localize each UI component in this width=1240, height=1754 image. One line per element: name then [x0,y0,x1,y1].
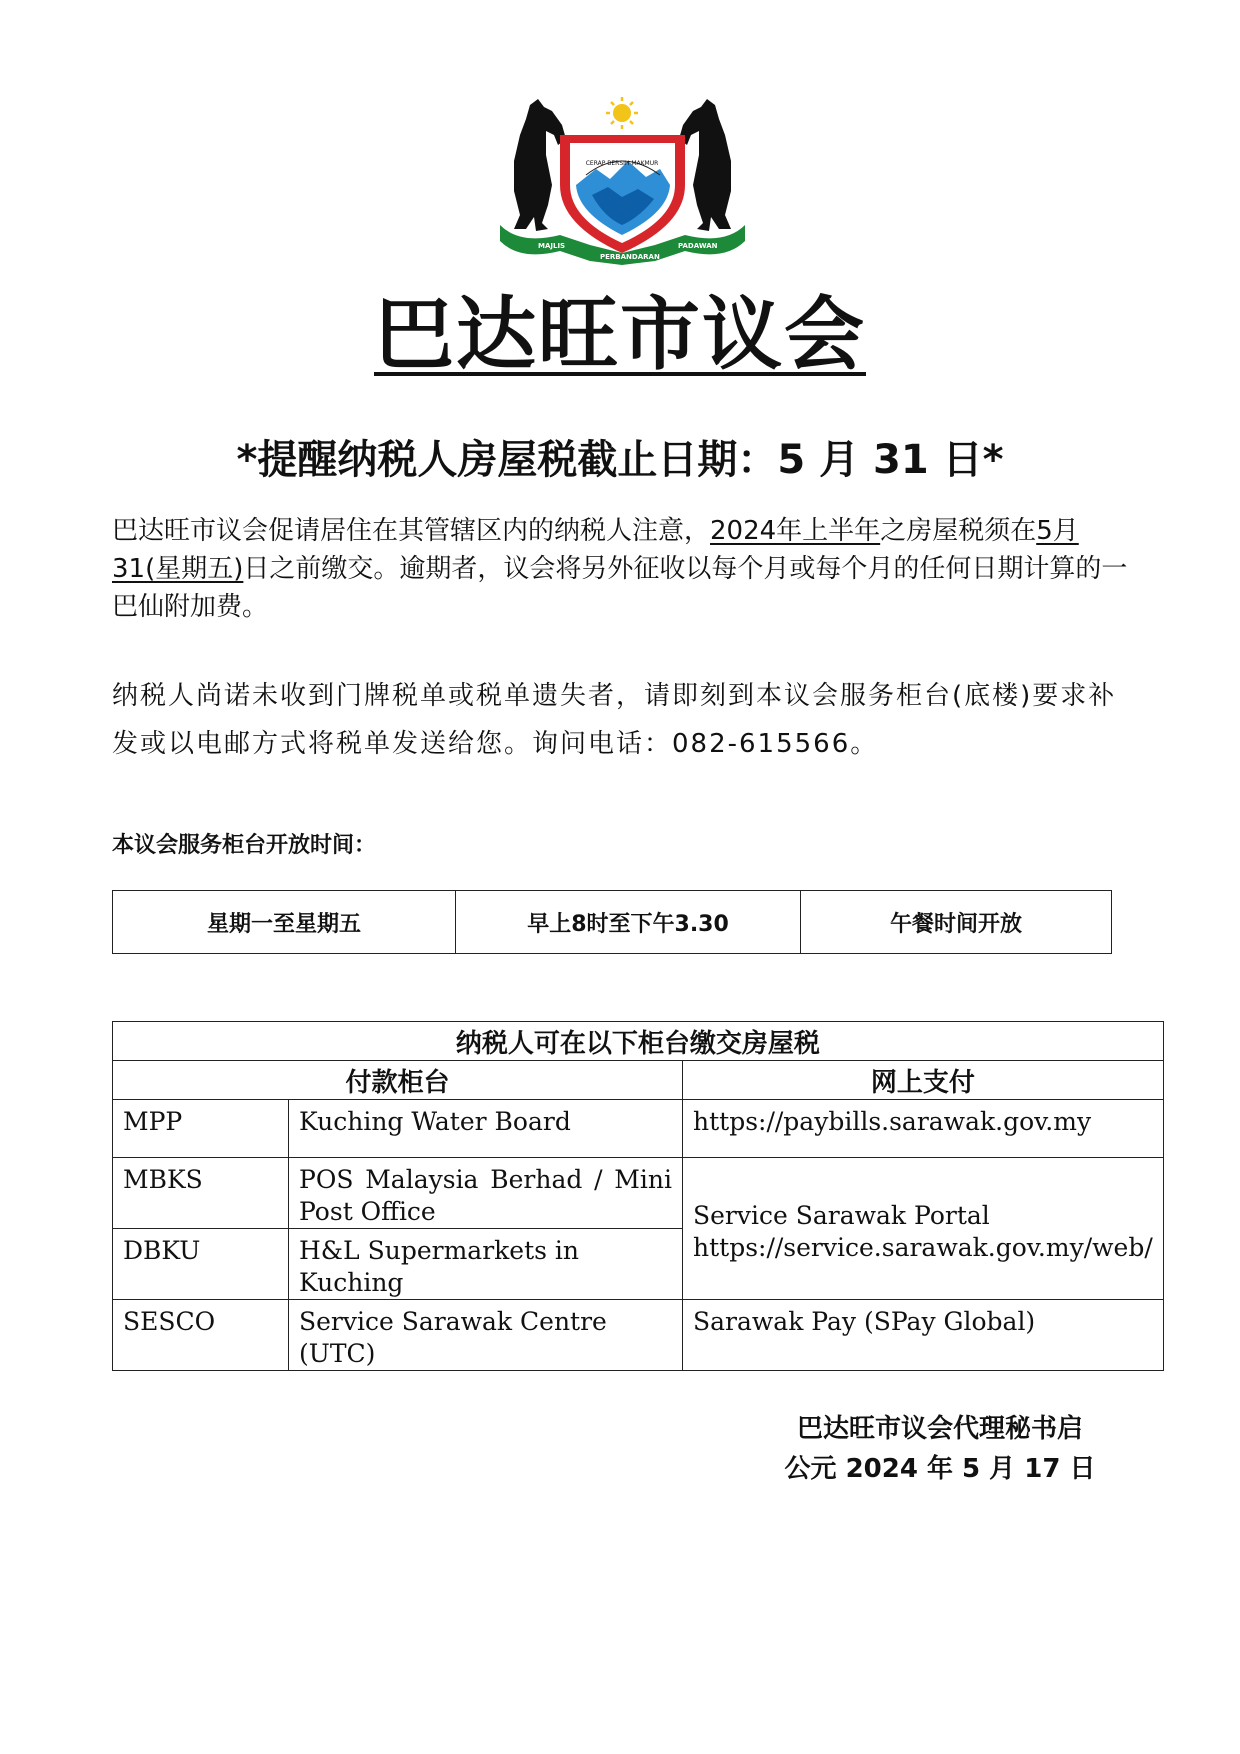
counter-hours-label: 本议会服务柜台开放时间： [112,833,377,858]
sun-icon [606,97,638,129]
hours-days: 星期一至星期五 [113,891,456,954]
notice-paragraph-2: 纳税人尚诺未收到门牌税单或税单遗失者，请即刻到本议会服务柜台(底楼)要求补发或以电邮方式将税单发送给您。询问电话：082-615566。 [112,681,1117,759]
signature-date: 公元 2024 年 5 月 17 日 [784,1454,1096,1484]
emblem-motto: CERAP BERSIH MAKMUR [585,160,659,167]
left-cat-supporter [514,99,566,231]
council-emblem [500,95,745,265]
row-counter: Service Sarawak Centre (UTC) [289,1300,683,1371]
table-row [113,1300,1164,1371]
row-counter: H&L Supermarkets in Kuching [289,1229,683,1300]
hours-time: 早上8时至下午3.30 [456,891,801,954]
notice-subtitle: *提醒纳税人房屋税截止日期：5 月 31 日* [236,437,1004,483]
hours-lunch: 午餐时间开放 [801,891,1112,954]
row-code: SESCO [113,1300,289,1371]
row-counter: Kuching Water Board [289,1100,683,1158]
online-paybills: https://paybills.sarawak.gov.my [683,1100,1164,1158]
p1-text-c: 之房屋税须在 [880,516,1037,546]
table-row [113,1022,1164,1061]
row-code: MBKS [113,1158,289,1229]
right-cat-supporter [679,99,731,231]
payment-counters-table [112,1021,1164,1371]
online-portal-name: Service Sarawak Portal [693,1200,990,1230]
notice-paragraph-1 [112,512,1132,626]
p1-text-e: 日之前缴交。逾期者，议会将另外征收以每个月或每个月的任何日期计算的一巴仙附加费。 [112,554,1128,622]
online-portal-url: https://service.sarawak.gov.my/web/ [693,1232,1153,1262]
ribbon-word-3: PADAWAN [678,242,718,250]
p1-deadline: 5月31(星期五) [112,516,1079,584]
p1-text-a: 巴达旺市议会促请居住在其管辖区内的纳税人注意， [112,516,711,546]
column-header-online: 网上支付 [683,1061,1164,1100]
column-header-counter: 付款柜台 [113,1061,683,1100]
online-spay: Sarawak Pay (SPay Global) [683,1300,1164,1371]
ribbon-word-2: PERBANDARAN [600,253,660,261]
online-service-sarawak [683,1158,1164,1300]
p1-period: 2024年上半年 [710,516,881,546]
signature-line-1: 巴达旺市议会代理秘书启 [796,1414,1083,1444]
shield [560,135,685,253]
table-row [113,1100,1164,1158]
table-row [113,891,1112,954]
payment-table-title: 纳税人可在以下柜台缴交房屋税 [113,1022,1164,1061]
table-row [113,1158,1164,1229]
council-title-text: 巴达旺市议会 [374,288,866,381]
table-row [113,1061,1164,1100]
row-code: DBKU [113,1229,289,1300]
row-code: MPP [113,1100,289,1158]
counter-hours-table [112,890,1112,954]
row-counter: POS Malaysia Berhad / Mini Post Office [289,1158,683,1229]
ribbon-word-1: MAJLIS [538,242,566,250]
council-title [0,270,1240,385]
